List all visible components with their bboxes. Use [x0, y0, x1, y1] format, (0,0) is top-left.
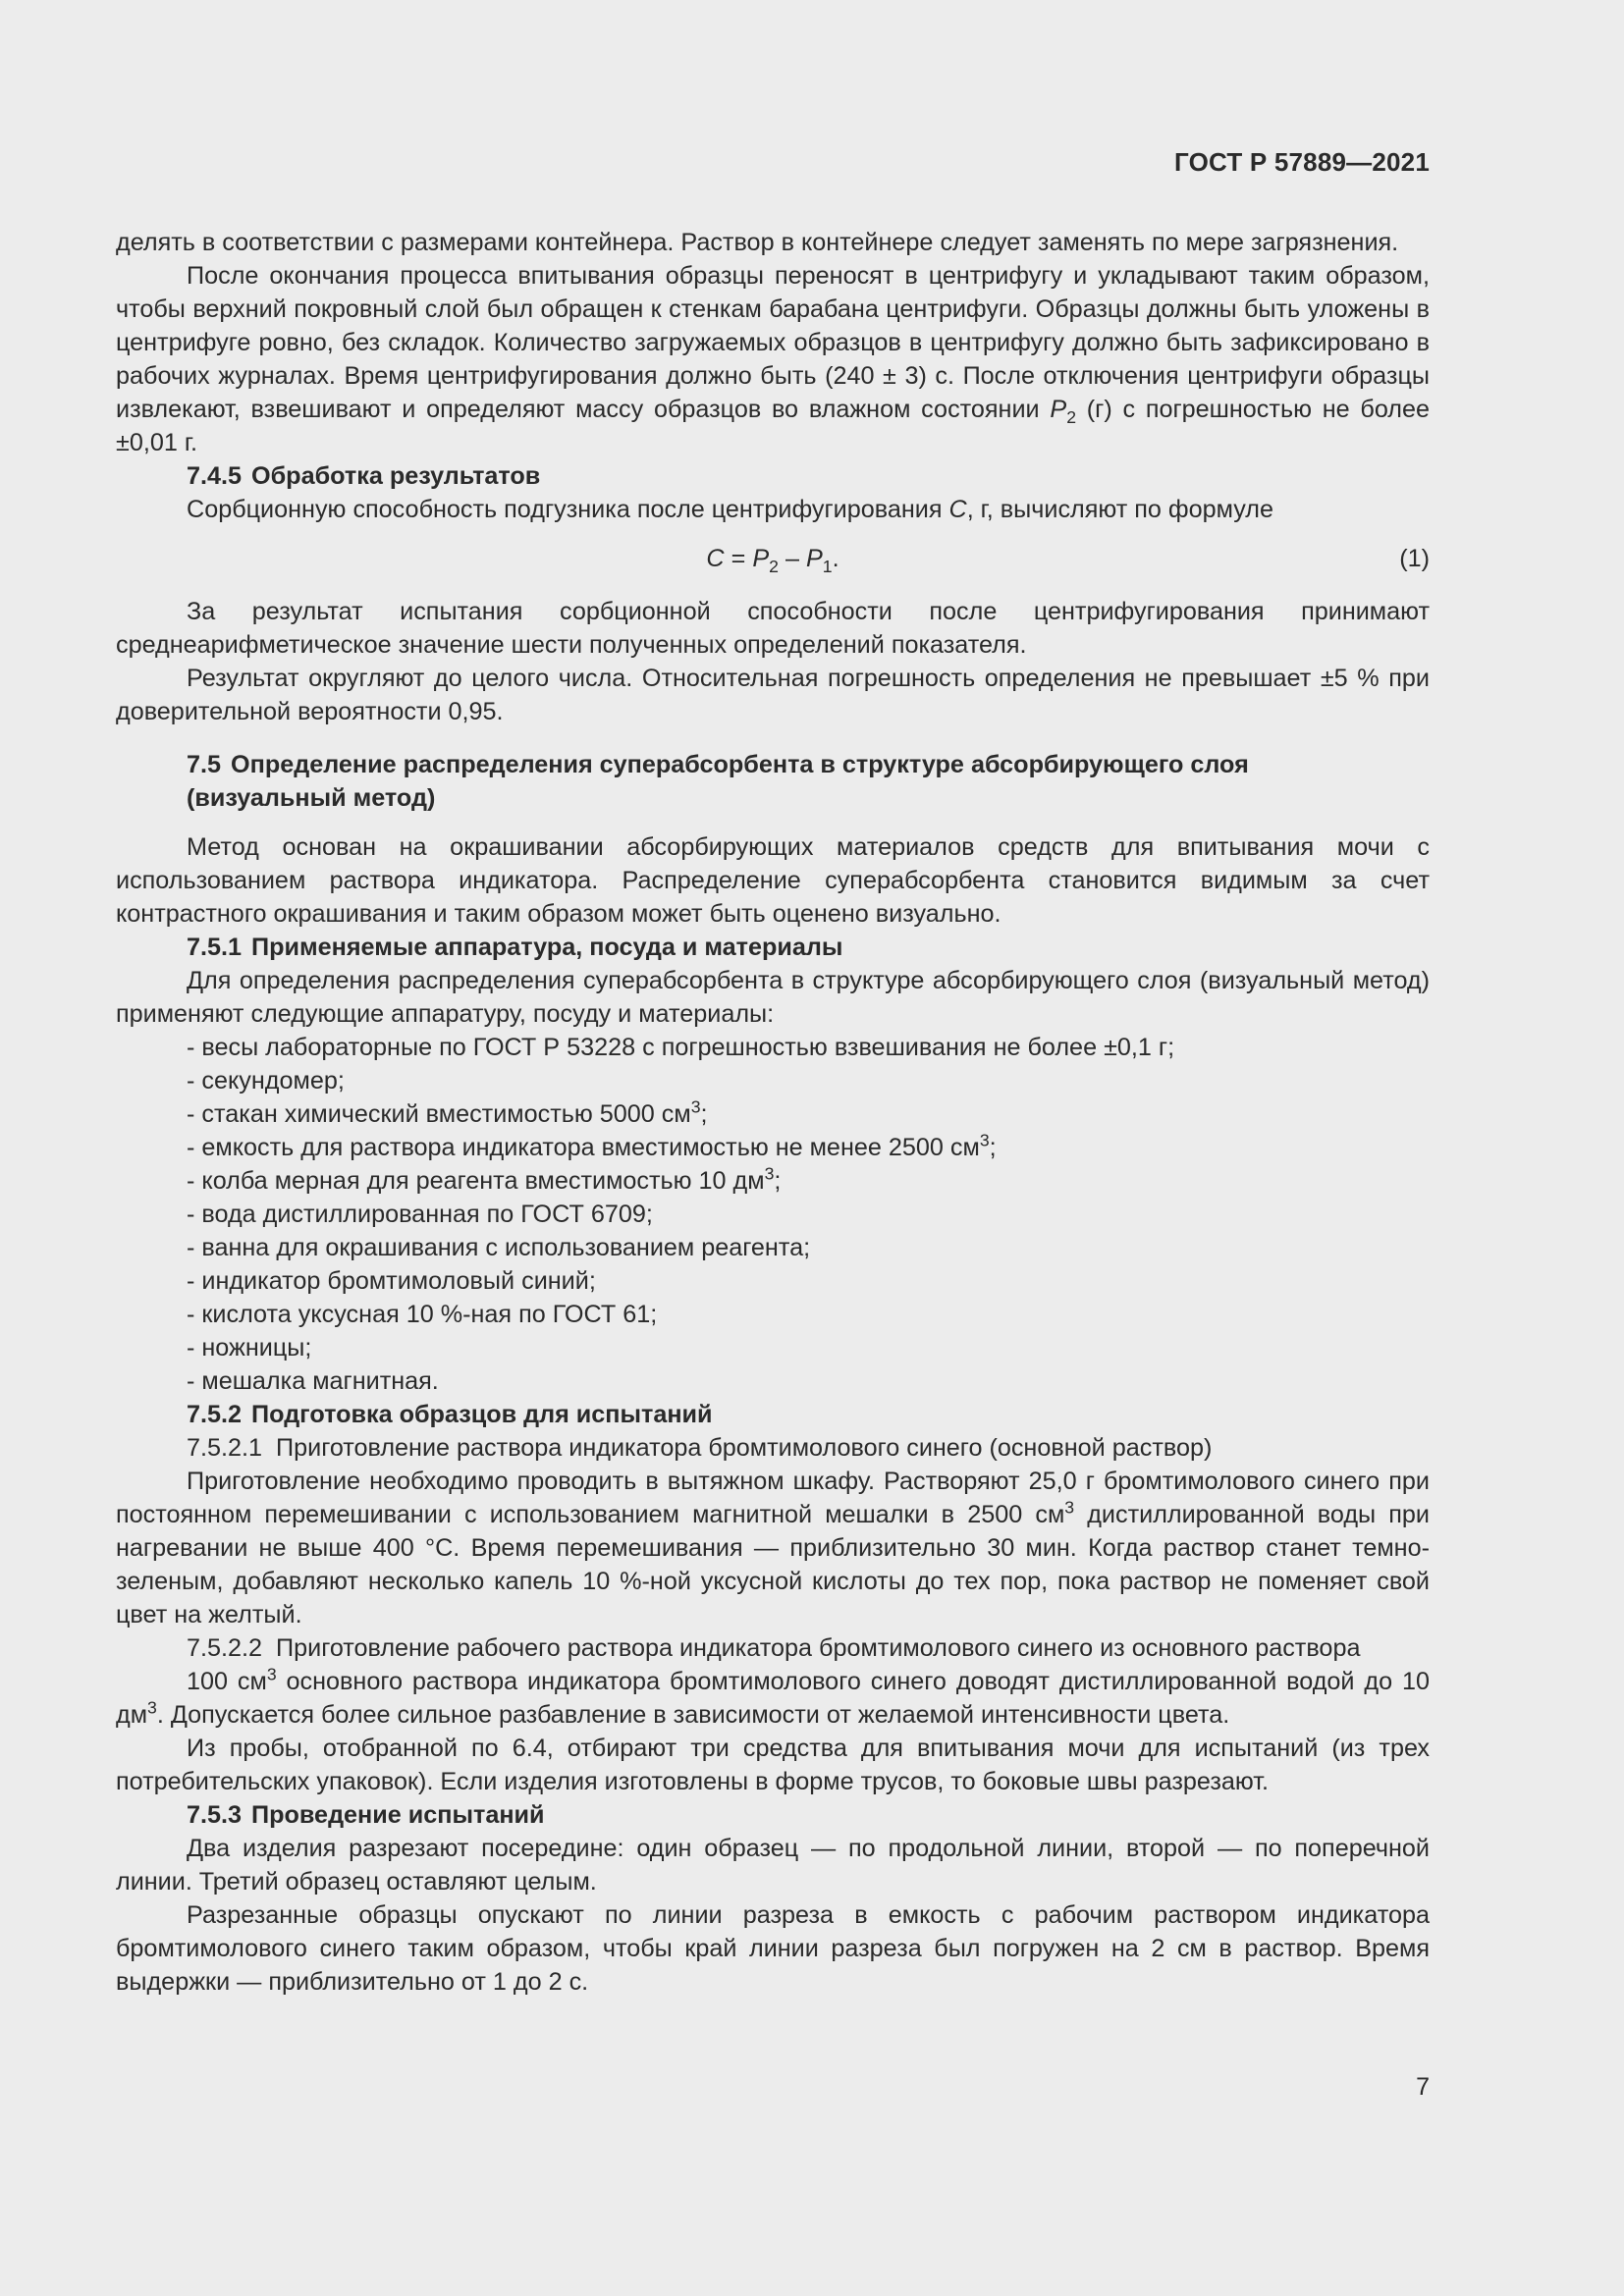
cutting-paragraph: Два изделия разрезают посередине: один образец — по продольной линии, второй — по поперечной линии. Третий образец оставляют целым. [116, 1835, 1430, 1896]
centrifuge-paragraph: После окончания процесса впитывания образцы переносят в центрифугу и укладывают таким образом, чтобы верхний покровный слой был обращен к стенкам барабана центрифуги. Образцы должны быть уложены в центрифуге ровно, без складок. Количество загружаемых образцов в центрифугу должно быть зафиксировано в рабочих журналах. Время центрифугирования должно быть (240 ± 3) с. После отключения центрифуги образцы извлекают, взвешивают и определяют массу образцов во влажном состоянии $P_2$ (г) с погрешностью не более ±0,01 г. [116, 262, 1430, 456]
working-solution-paragraph: 100 $см^3$ основного раствора индикатора бромтимолового синего доводят дистиллированной водой до 10 $дм^3$. Допускается более сильное разбавление в зависимости от желаемой интенсивности цвета. [116, 1664, 1430, 1729]
formula-1 [116, 542, 1430, 575]
list-item: - мешалка магнитная. [187, 1367, 439, 1395]
rounding-paragraph: Результат округляют до целого числа. Относительная погрешность определения не превышает ±5 % при доверительной вероятности 0,95. [116, 665, 1430, 725]
document-code-header: ГОСТ Р 57889—2021 [1174, 147, 1430, 177]
sampling-paragraph: Из пробы, отобранной по 6.4, отбирают три средства для впитывания мочи для испытаний (из трех потребительских упаковок). Если изделия изготовлены в форме трусов, то боковые швы разрезают. [116, 1735, 1430, 1795]
list-item: - колба мерная для реагента вместимостью 10 $дм^3$; [187, 1163, 782, 1195]
equipment-intro: Для определения распределения суперабсорбента в структуре абсорбирующего слоя (визуальный метод) применяют следующие аппаратуру, посуду и материалы: [116, 967, 1430, 1028]
page-content [116, 226, 1430, 1999]
list-item: - емкость для раствора индикатора вместимостью не менее 2500 $см^3$; [187, 1130, 997, 1161]
method-paragraph: Метод основан на окрашивании абсорбирующих материалов средств для впитывания мочи с использованием раствора индикатора. Распределение суперабсорбента становится видимым за счет контрастного окрашивания и таким образом может быть оценено визуально. [116, 833, 1430, 928]
formula-intro-paragraph: Сорбционную способность подгузника после центрифугирования C, г, вычисляют по формуле [187, 496, 1273, 523]
list-item: - весы лабораторные по ГОСТ Р 53228 с погрешностью взвешивания не более ±0,1 г; [187, 1034, 1175, 1061]
list-item: - ванна для окрашивания с использованием реагента; [187, 1234, 811, 1261]
subsection-heading-7-5-2-1: 7.5.2.1 Приготовление раствора индикатора бромтимолового синего (основной раствор) [187, 1434, 1213, 1462]
list-item: - стакан химический вместимостью 5000 $см^3$; [187, 1096, 708, 1128]
section-heading-7-5: 7.5 Определение распределения суперабсорбента в структуре абсорбирующего слоя (визуальный метод) [187, 751, 1249, 812]
immersion-paragraph: Разрезанные образцы опускают по линии разреза в емкость с рабочим раствором индикатора бромтимолового синего таким образом, чтобы край линии разреза был погружен на 2 см в раствор. Время выдержки — приблизительно от 1 до 2 с. [116, 1901, 1430, 1996]
section-heading-7-4-5: 7.4.5 Обработка результатов [187, 462, 541, 490]
list-item: - индикатор бромтимоловый синий; [187, 1267, 596, 1295]
list-item: - ножницы; [187, 1334, 312, 1362]
list-item: - вода дистиллированная по ГОСТ 6709; [187, 1201, 653, 1228]
section-heading-7-5-2: 7.5.2 Подготовка образцов для испытаний [187, 1401, 713, 1428]
list-item: - секундомер; [187, 1067, 345, 1095]
result-paragraph: За результат испытания сорбционной способности после центрифугирования принимают среднеарифметическое значение шести полученных определений показателя. [116, 598, 1430, 659]
formula-expression: $C = P_2 - P_1$. [706, 545, 839, 577]
section-heading-7-5-3: 7.5.3 Проведение испытаний [187, 1801, 545, 1829]
continuation-paragraph: делять в соответствии с размерами контейнера. Раствор в контейнере следует заменять по мере загрязнения. [116, 229, 1399, 256]
list-item: - кислота уксусная 10 %-ная по ГОСТ 61; [187, 1301, 658, 1328]
section-heading-7-5-1: 7.5.1 Применяемые аппаратура, посуда и материалы [187, 934, 843, 961]
subsection-heading-7-5-2-2: 7.5.2.2 Приготовление рабочего раствора индикатора бромтимолового синего из основного раствора [187, 1634, 1361, 1662]
formula-number: (1) [1399, 545, 1430, 572]
stock-solution-paragraph: Приготовление необходимо проводить в вытяжном шкафу. Растворяют 25,0 г бромтимолового синего при постоянном перемешивании с использованием магнитной мешалки в 2500 $см^3$ дистиллированной воды при нагревании не выше 400 °С. Время перемешивания — приблизительно 30 мин. Когда раствор станет темно-зеленым, добавляют несколько капель 10 %-ной уксусной кислоты до тех пор, пока раствор не поменяет свой цвет на желтый. [116, 1468, 1431, 1629]
document-page [116, 0, 1430, 2296]
page-number: 7 [1416, 2073, 1430, 2101]
